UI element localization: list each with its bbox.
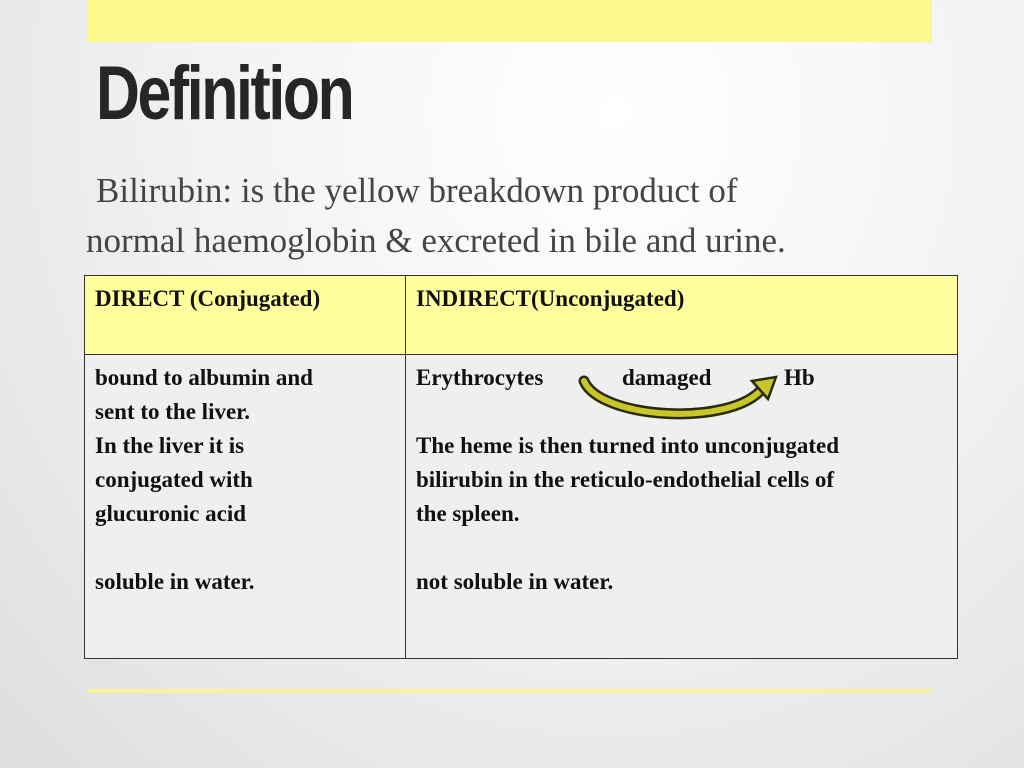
spacer	[95, 531, 395, 565]
breakdown-flow	[416, 361, 947, 395]
cell-indirect	[406, 355, 958, 659]
table-header-row	[85, 276, 958, 355]
table-body-row	[85, 355, 958, 659]
header-direct: DIRECT (Conjugated)	[85, 276, 406, 355]
flow-erythrocytes: Erythrocytes	[416, 365, 544, 390]
intro-line-2: normal haemoglobin & excreted in bile and urine.	[86, 221, 786, 260]
indirect-line: bilirubin in the reticulo-endothelial cells of	[416, 467, 835, 492]
direct-line: glucuronic acid	[95, 501, 247, 526]
indirect-line: The heme is then turned into unconjugated	[416, 433, 839, 458]
indirect-solubility: not soluble in water.	[416, 569, 614, 594]
bottom-accent-rule	[88, 689, 932, 693]
curved-arrow-icon	[580, 375, 780, 423]
indirect-line: the spleen.	[416, 501, 520, 526]
flow-hb: Hb	[784, 365, 815, 390]
direct-line: conjugated with	[95, 467, 253, 492]
intro-line-1: Bilirubin: is the yellow breakdown product of	[96, 171, 738, 210]
intro-text	[86, 166, 946, 266]
spacer	[416, 531, 947, 565]
header-indirect: INDIRECT(Unconjugated)	[406, 276, 958, 355]
slide-title: Definition	[96, 51, 353, 136]
top-accent-bar	[88, 0, 932, 42]
direct-line: In the liver it is	[95, 433, 245, 458]
direct-line: bound to albumin and	[95, 365, 313, 390]
direct-line: sent to the liver.	[95, 399, 251, 424]
flow-damaged: damaged	[622, 365, 712, 390]
direct-solubility: soluble in water.	[95, 569, 255, 594]
bilirubin-table	[84, 275, 958, 659]
cell-direct	[85, 355, 406, 659]
